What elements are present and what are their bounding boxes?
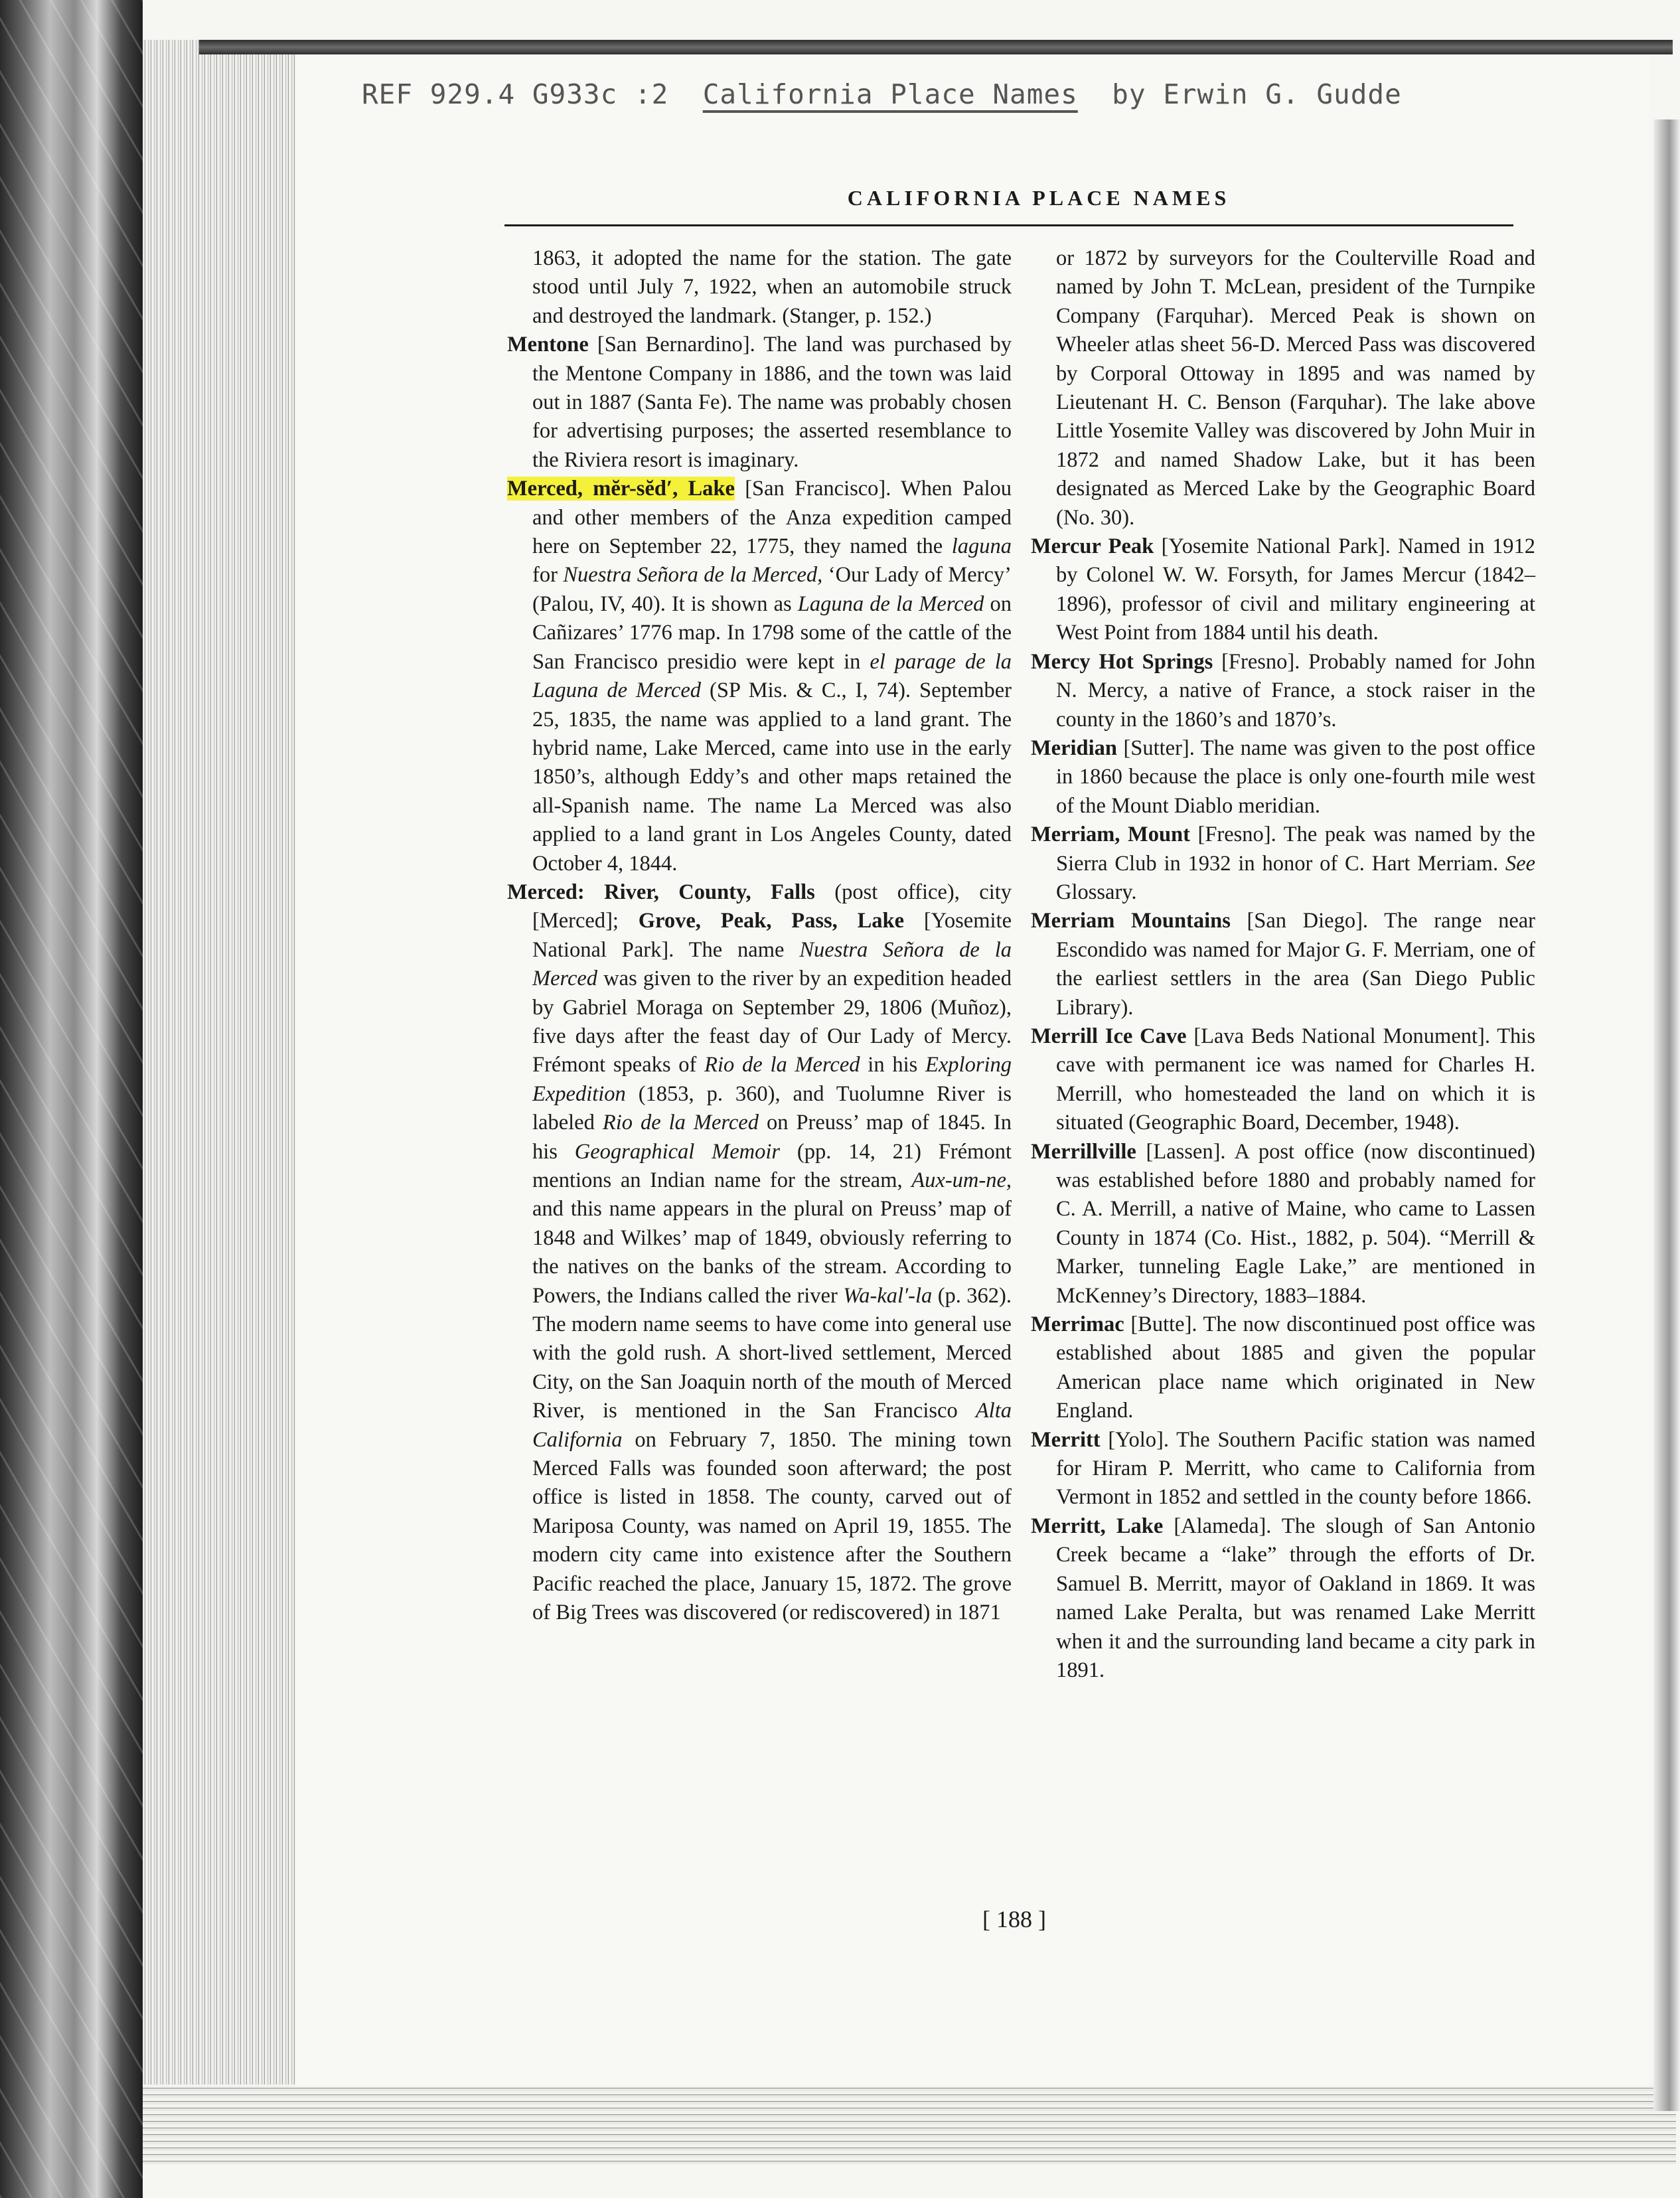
- dictionary-entry: [1031, 1022, 1535, 1138]
- italic-text: Laguna de la Merced: [797, 591, 984, 616]
- entry-text: [Fresno]. Probably named for John N. Mercy, a native of France, a stock raiser in the county in the 1860’s and 1870’s.: [1056, 649, 1535, 732]
- italic-text: el parage de la Laguna de Merced: [532, 649, 1012, 703]
- entry-text: [Yolo]. The Southern Pacific station was named for Hiram P. Merritt, who came to California from Vermont in 1852 and settled in the county before 1866.: [1056, 1427, 1535, 1510]
- book-title: California Place Names: [702, 78, 1078, 110]
- entry-text: was given to the river by an expedition headed by Gabriel Moraga on September 29, 1806 (Muñoz), five days after the feast day of Our Lady of Mercy. Frémont speaks of: [532, 967, 1012, 1077]
- page-stack-bottom: [143, 2084, 1676, 2164]
- entry-text: (p. 362). The modern name seems to have come into general use with the gold rush. A short-lived settlement, Merced City, on the San Joaquin north of the mouth of Merced River, is mentioned in the San Francisco: [532, 1283, 1012, 1423]
- entry-headword: Merrillville: [1031, 1139, 1136, 1164]
- italic-text: Aux-um-ne,: [911, 1168, 1012, 1192]
- entry-text: [Alameda]. The slough of San Antonio Creek became a “lake” through the efforts of Dr. Samuel B. Merritt, mayor of Oakland in 1869. It was named Lake Peralta, but was renamed Lake Merritt when it and the surrounding land became a city park in 1891.: [1056, 1514, 1535, 1682]
- italic-text: Rio de la Merced: [602, 1111, 759, 1135]
- entry-text: in his: [860, 1053, 926, 1077]
- dictionary-entry: [1031, 1138, 1535, 1310]
- left-column: [507, 244, 1012, 1628]
- dictionary-entry: [1031, 1310, 1535, 1426]
- entry-text: and this name appears in the plural on Preuss’ map of 1848 and Wilkes’ map of 1849, obviously referring to the natives on the banks of the stream. According to Powers, the Indians called the river: [532, 1197, 1012, 1308]
- page-top-edge: [199, 40, 1673, 54]
- running-head: CALIFORNIA PLACE NAMES: [847, 186, 1231, 210]
- italic-text: Nuestra Señora de la Merced: [532, 937, 1012, 991]
- entry-headword: Merced, mĕr-sĕd′, Lake: [507, 477, 735, 501]
- entry-text: (1853, p. 360), and Tuolumne River is labeled: [532, 1081, 1012, 1135]
- dictionary-entry: [1031, 821, 1535, 907]
- dictionary-entry: [1031, 1426, 1535, 1512]
- entry-headword: Merriam, Mount: [1031, 823, 1190, 847]
- book-author: by Erwin G. Gudde: [1112, 78, 1402, 110]
- entry-headword: Merrimac: [1031, 1312, 1124, 1337]
- entry-headword: Mercy Hot Springs: [1031, 649, 1213, 674]
- entry-text: [Fresno]. The peak was named by the Sierra Club in 1932 in honor of C. Hart Merriam.: [1056, 823, 1535, 876]
- italic-text: Rio de la Merced: [704, 1053, 860, 1077]
- entry-text: [Lassen]. A post office (now discontinued) was established before 1880 and probably named for C. A. Merrill, a native of Maine, who came to Lassen County in 1874 (Co. Hist., 1882, p. 504). “Merrill & Marker, tunneling Eagle Lake,” are mentioned in McKenney’s Directory, 1883–1884.: [1056, 1139, 1535, 1308]
- entry-headword: Meridian: [1031, 736, 1117, 760]
- dictionary-entry: [1031, 734, 1535, 821]
- dictionary-entry: [1031, 648, 1535, 734]
- italic-text: See: [1505, 851, 1535, 876]
- entry-headword: Merritt: [1031, 1427, 1101, 1452]
- entry-headword: Merrill Ice Cave: [1031, 1024, 1187, 1048]
- entry-text: for: [532, 563, 564, 588]
- entry-headword: Mentone: [507, 333, 589, 357]
- continued-paragraph: [1031, 244, 1535, 532]
- entry-text: on Cañizares’ 1776 map. In 1798 some of the cattle of the San Francisco presidio were kept in: [532, 591, 1012, 674]
- page-right-edge: [1653, 119, 1680, 2111]
- entry-text: 1863, it adopted the name for the station. The gate stood until July 7, 1922, when an automobile struck and destroyed the landmark. (Stanger, p. 152.): [532, 246, 1012, 328]
- entry-text: (post office), city [Merced];: [532, 880, 1012, 933]
- entry-text: [Butte]. The now discontinued post office was established about 1885 and given the popular American place name which originated in New England.: [1056, 1312, 1535, 1423]
- entry-text: [San Bernardino]. The land was purchased by the Mentone Company in 1886, and the town was laid out in 1887 (Santa Fe). The name was probably chosen for advertising purposes; the asserted resemblance to the Riviera resort is imaginary.: [532, 333, 1012, 472]
- right-column: [1031, 244, 1535, 1685]
- entry-text: or 1872 by surveyors for the Coulterville Road and named by John T. McLean, president of the Turnpike Company (Farquhar). Merced Peak is shown on Wheeler atlas sheet 56-D. Merced Pass was discovered by Corporal Ottoway in 1895 and was named by Lieutenant H. C. Benson (Farquhar). The lake above Little Yosemite Valley was discovered by John Muir in 1872 and named Shadow Lake, but it has been designated as Merced Lake by the Geographic Board (No. 30).: [1056, 246, 1535, 530]
- entry-headword: Merriam Mountains: [1031, 909, 1231, 933]
- continued-paragraph: [507, 244, 1012, 331]
- book-binding: [0, 0, 143, 2198]
- dictionary-entry: [1031, 532, 1535, 648]
- entry-text: Glossary.: [1056, 880, 1137, 904]
- reference-stamp: [362, 78, 1402, 110]
- entry-headword: Mercur Peak: [1031, 534, 1154, 559]
- italic-text: laguna: [951, 534, 1012, 559]
- entry-text: [San Francisco]. When Palou and other members of the Anza expedition camped here on September 22, 1775, they named the: [532, 477, 1012, 559]
- italic-text: Wa-kal′-la: [843, 1283, 933, 1308]
- entry-text: [Sutter]. The name was given to the post office in 1860 because the place is only one-fourth mile west of the Mount Diablo meridian.: [1056, 736, 1535, 818]
- italic-text: Geographical Memoir: [574, 1139, 781, 1164]
- header-rule: [504, 224, 1513, 226]
- entry-text: (pp. 14, 21) Frémont mentions an Indian name for the stream,: [532, 1139, 1012, 1192]
- dictionary-entry: [1031, 1512, 1535, 1685]
- entry-text: on Preuss’ map of 1845. In his: [532, 1111, 1012, 1164]
- italic-text: Nuestra Señora de la Merced,: [563, 563, 823, 588]
- dictionary-entry: [507, 331, 1012, 475]
- entry-text: ‘Our Lady of Mercy’ (Palou, IV, 40). It is shown as: [532, 563, 1012, 616]
- entry-text: [Yosemite National Park]. The name: [532, 909, 1012, 962]
- dictionary-entry: [507, 475, 1012, 878]
- entry-text: on February 7, 1850. The mining town Merced Falls was founded soon afterward; the post office is listed in 1858. The county, carved out of Mariposa County, was named on April 19, 1855. The modern city came into existence after the Southern Pacific reached the place, January 15, 1872. The grove of Big Trees was discovered (or rediscovered) in 1871: [532, 1427, 1012, 1625]
- entry-headword: Merced: River, County, Falls: [507, 880, 815, 904]
- page-number: [ 188 ]: [982, 1906, 1046, 1932]
- italic-text: Exploring Expedition: [532, 1053, 1012, 1106]
- call-number: REF 929.4 G933c :2: [362, 78, 669, 110]
- dictionary-entry: [507, 878, 1012, 1628]
- page-stack-edge: [143, 40, 295, 2151]
- dictionary-entry: [1031, 907, 1535, 1022]
- entry-text: [San Diego]. The range near Escondido was named for Major G. F. Merriam, one of the earliest settlers in the area (San Diego Public Library).: [1056, 909, 1536, 1020]
- italic-text: Alta California: [532, 1399, 1012, 1452]
- entry-text: [Yosemite National Park]. Named in 1912 by Colonel W. W. Forsyth, for James Mercur (1842–1896), professor of civil and military engineering at West Point from 1884 until his death.: [1056, 534, 1535, 645]
- entry-text: (SP Mis. & C., I, 74). September 25, 1835, the name was applied to a land grant. The hybrid name, Lake Merced, came into use in the early 1850’s, although Eddy’s and other maps retained the all-Spanish name. The name La Merced was also applied to a land grant in Los Angeles County, dated October 4, 1844.: [532, 678, 1012, 876]
- entry-headword: Grove, Peak, Pass, Lake: [638, 909, 905, 933]
- entry-text: [Lava Beds National Monument]. This cave with permanent ice was named for Charles H. Merrill, who homesteaded the land on which it is situated (Geographic Board, December, 1948).: [1056, 1024, 1535, 1135]
- entry-headword: Merritt, Lake: [1031, 1514, 1164, 1538]
